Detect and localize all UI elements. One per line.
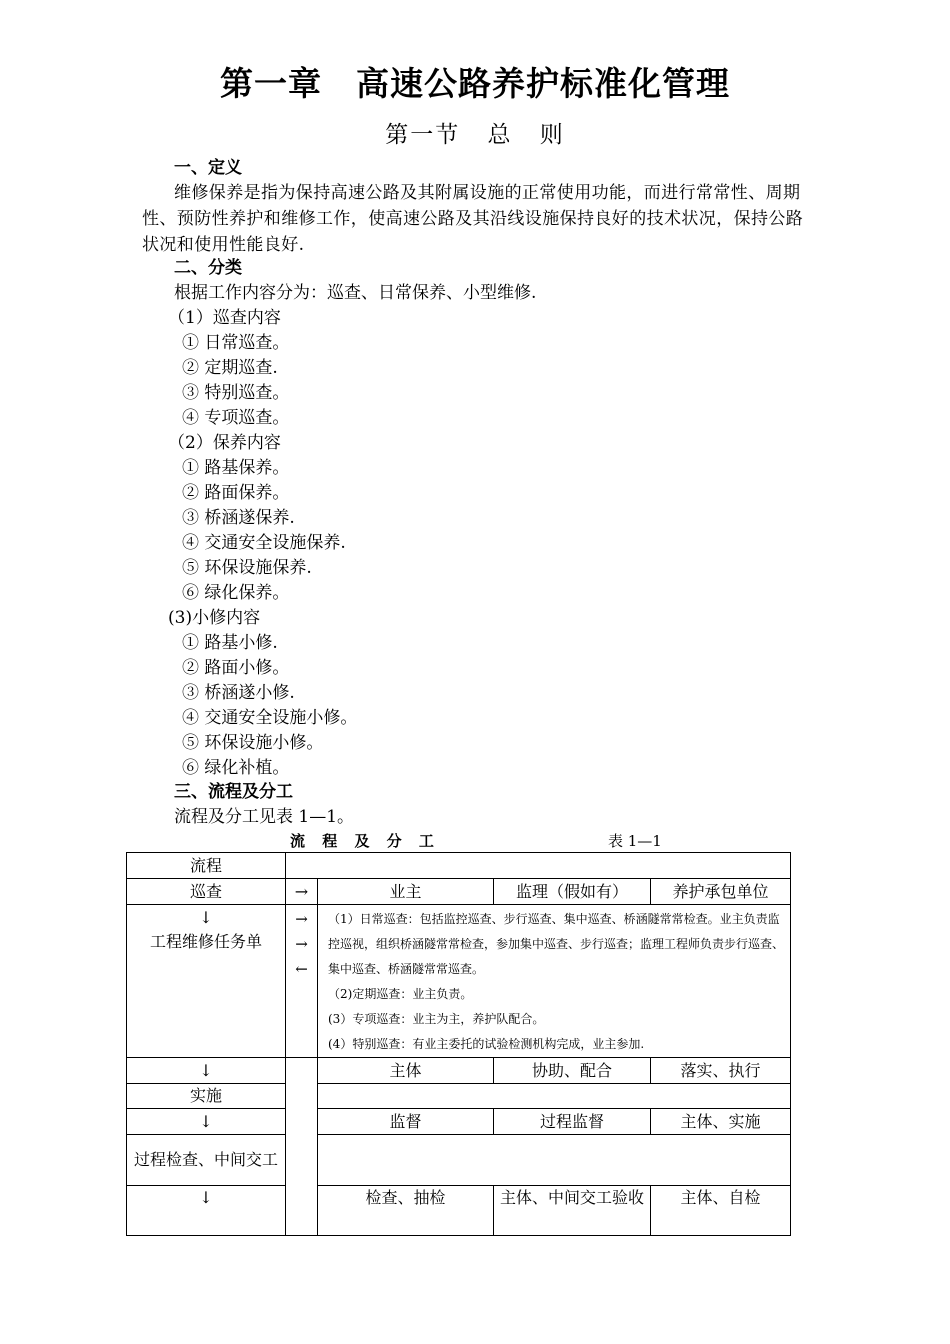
empty-cell bbox=[318, 1084, 791, 1109]
table-row bbox=[127, 1109, 791, 1135]
flow-step-patrol: 巡查 bbox=[127, 879, 286, 905]
process-heading: 三、流程及分工 bbox=[174, 782, 293, 802]
role-owner: 检查、抽检 bbox=[318, 1186, 494, 1236]
arrow-column-spacer bbox=[286, 1058, 318, 1236]
role-supervisor: 过程监督 bbox=[494, 1109, 651, 1135]
flow-step-inspection: 过程检查、中间交工 bbox=[127, 1135, 286, 1186]
list-item: ② 路面小修。 bbox=[182, 658, 290, 678]
definition-text: 维修保养是指为保持高速公路及其附属设施的正常使用功能，而进行常常性、周期性、预防性养护和维修工作，使高速公路及其沿线设施保持良好的技术状况，保持公路状况和使用性能良好. bbox=[142, 183, 804, 255]
right-arrow-icon: → bbox=[295, 935, 308, 953]
arrow-column bbox=[286, 905, 318, 1058]
note-special-patrol: (4）特别巡查：有业主委托的试验检测机构完成，业主参加. bbox=[328, 1037, 645, 1051]
group-title-maintenance: （2）保养内容 bbox=[168, 433, 281, 453]
list-item: ① 路基小修. bbox=[182, 633, 278, 653]
group-title-minor-repair: (3)小修内容 bbox=[168, 608, 261, 628]
down-arrow-icon: ↓ bbox=[127, 1186, 286, 1236]
table-row bbox=[127, 1135, 791, 1186]
role-contractor: 主体、实施 bbox=[651, 1109, 791, 1135]
table-row bbox=[127, 853, 791, 879]
note-periodic-patrol: （2)定期巡查：业主负责。 bbox=[328, 987, 473, 1001]
table-row bbox=[127, 1058, 791, 1084]
table-row bbox=[127, 905, 791, 1058]
empty-cell bbox=[318, 1135, 791, 1186]
left-arrow-icon: ← bbox=[295, 960, 308, 978]
note-daily-patrol: （1）日常巡查：包括监控巡查、步行巡查、集中巡查、桥涵隧常常检查。业主负责监控巡视，组织桥涵隧常常检查，参加集中巡查、步行巡查；监理工程师负责步行巡查、集中巡查、桥涵隧常常巡查。 bbox=[328, 912, 785, 976]
list-item: ④ 交通安全设施保养. bbox=[182, 533, 346, 553]
table-row bbox=[127, 1084, 791, 1109]
table-caption-number: 表 1—1 bbox=[608, 832, 662, 850]
patrol-notes bbox=[318, 905, 791, 1058]
down-arrow-icon: ↓ bbox=[127, 1058, 286, 1084]
down-arrow-icon: ↓ bbox=[199, 908, 213, 927]
list-item: ④ 交通安全设施小修。 bbox=[182, 708, 358, 728]
role-supervisor: 主体、中间交工验收 bbox=[494, 1186, 651, 1236]
flow-step-implement: 实施 bbox=[127, 1084, 286, 1109]
right-arrow-icon: → bbox=[286, 879, 318, 905]
classification-intro: 根据工作内容分为：巡查、日常保养、小型维修. bbox=[174, 283, 537, 303]
list-item: ② 路面保养。 bbox=[182, 483, 290, 503]
down-arrow-icon: ↓ bbox=[127, 1109, 286, 1135]
list-item: ① 日常巡查。 bbox=[182, 333, 290, 353]
definition-heading: 一、定义 bbox=[174, 158, 242, 178]
process-intro: 流程及分工见表 1—1。 bbox=[174, 807, 355, 827]
classification-heading: 二、分类 bbox=[174, 258, 242, 278]
role-contractor: 主体、自检 bbox=[651, 1186, 791, 1236]
flow-table bbox=[126, 852, 791, 1236]
column-owner: 业主 bbox=[318, 879, 494, 905]
list-item: ⑤ 环保设施小修。 bbox=[182, 733, 324, 753]
list-item: ⑥ 绿化补植。 bbox=[182, 758, 290, 778]
list-item: ⑥ 绿化保养。 bbox=[182, 583, 290, 603]
chapter-title: 第一章 高速公路养护标准化管理 bbox=[220, 64, 730, 103]
group-title-patrol: （1）巡查内容 bbox=[168, 308, 281, 328]
role-owner: 监督 bbox=[318, 1109, 494, 1135]
list-item: ③ 桥涵遂保养. bbox=[182, 508, 295, 528]
column-supervisor: 监理（假如有） bbox=[494, 879, 651, 905]
list-item: ⑤ 环保设施保养. bbox=[182, 558, 312, 578]
list-item: ③ 桥涵遂小修. bbox=[182, 683, 295, 703]
flow-step-task-order-cell bbox=[127, 905, 286, 1058]
role-supervisor: 协助、配合 bbox=[494, 1058, 651, 1084]
list-item: ④ 专项巡查。 bbox=[182, 408, 290, 428]
flow-header: 流程 bbox=[127, 853, 286, 879]
role-contractor: 落实、执行 bbox=[651, 1058, 791, 1084]
section-title: 第一节 总 则 bbox=[385, 122, 565, 148]
list-item: ③ 特别巡查。 bbox=[182, 383, 290, 403]
role-owner: 主体 bbox=[318, 1058, 494, 1084]
list-item: ② 定期巡查. bbox=[182, 358, 278, 378]
table-caption-title: 流 程 及 分 工 bbox=[290, 832, 440, 850]
list-item: ① 路基保养。 bbox=[182, 458, 290, 478]
table-row bbox=[127, 879, 791, 905]
right-arrow-icon: → bbox=[295, 910, 308, 928]
flow-step-task-order: 工程维修任务单 bbox=[149, 932, 262, 951]
empty-cell bbox=[286, 853, 791, 879]
column-contractor: 养护承包单位 bbox=[651, 879, 791, 905]
note-special-item-patrol: (3）专项巡查：业主为主，养护队配合。 bbox=[328, 1012, 545, 1026]
table-row bbox=[127, 1186, 791, 1236]
